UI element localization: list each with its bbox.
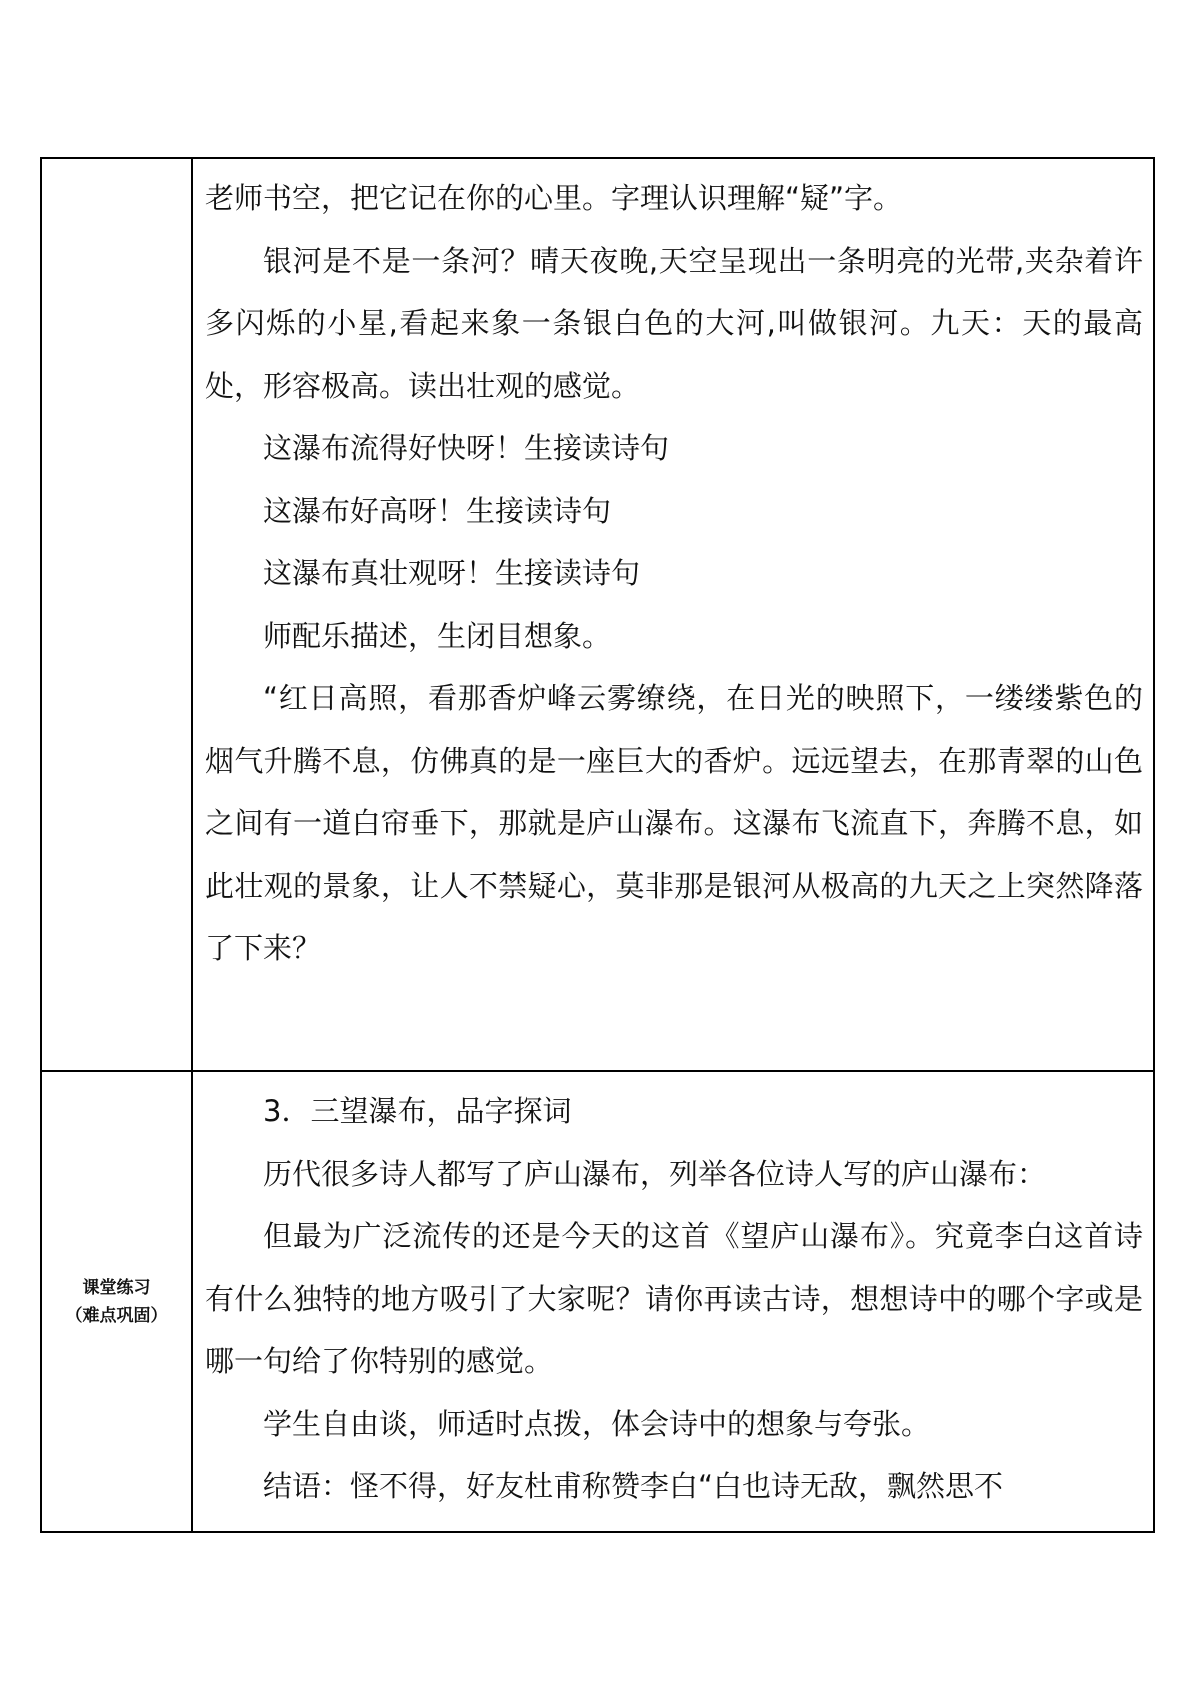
table-row <box>41 1071 1154 1532</box>
section-label-cell <box>41 158 192 1071</box>
content-cell <box>192 1071 1154 1532</box>
section-label-subline: （难点巩固） <box>65 1305 168 1326</box>
paragraph: 但最为广泛流传的还是今天的这首《望庐山瀑布》。究竟李白这首诗有什么独特的地方吸引了大家呢？请你再读古诗，想想诗中的哪个字或是哪一句给了你特别的感觉。 <box>205 1219 1143 1378</box>
paragraph: 这瀑布好高呀！生接读诗句 <box>263 493 612 528</box>
section-label-line: 课堂练习 <box>82 1277 151 1298</box>
section-label-cell <box>41 1071 192 1532</box>
paragraph: 学生自由谈，师适时点拨，体会诗中的想象与夸张。 <box>263 1406 931 1441</box>
paragraph: 老师书空，把它记在你的心里。字理认识理解“疑”字。 <box>205 181 903 215</box>
paragraph: 这瀑布真壮观呀！生接读诗句 <box>263 556 641 590</box>
paragraph: 历代很多诗人都写了庐山瀑布，列举各位诗人写的庐山瀑布： <box>263 1156 1047 1191</box>
paragraph: “红日高照，看那香炉峰云雾缭绕，在日光的映照下，一缕缕紫色的烟气升腾不息，仿佛真的是一座巨大的香炉。远远望去，在那青翠的山色之间有一道白帘垂下，那就是庐山瀑布。这瀑布飞流直下，奔腾不息，如此壮观的景象，让人不禁疑心，莫非那是银河从极高的九天之上突然降落了下来？ <box>205 681 1143 965</box>
content-cell <box>192 158 1154 1071</box>
paragraph: 这瀑布流得好快呀！生接读诗句 <box>263 431 670 465</box>
paragraph: 结语：怪不得，好友杜甫称赞李白“白也诗无敌，飘然思不 <box>263 1469 1004 1503</box>
lesson-plan-table <box>40 157 1155 1533</box>
paragraph: 3．三望瀑布，品字探词 <box>263 1094 572 1128</box>
paragraph: 师配乐描述，生闭目想象。 <box>263 618 612 653</box>
paragraph: 银河是不是一条河？晴天夜晚,天空呈现出一条明亮的光带,夹杂着许多闪烁的小星,看起来象一条银白色的大河,叫做银河。九天：天的最高处，形容极高。读出壮观的感觉。 <box>205 243 1143 403</box>
table-row <box>41 158 1154 1071</box>
